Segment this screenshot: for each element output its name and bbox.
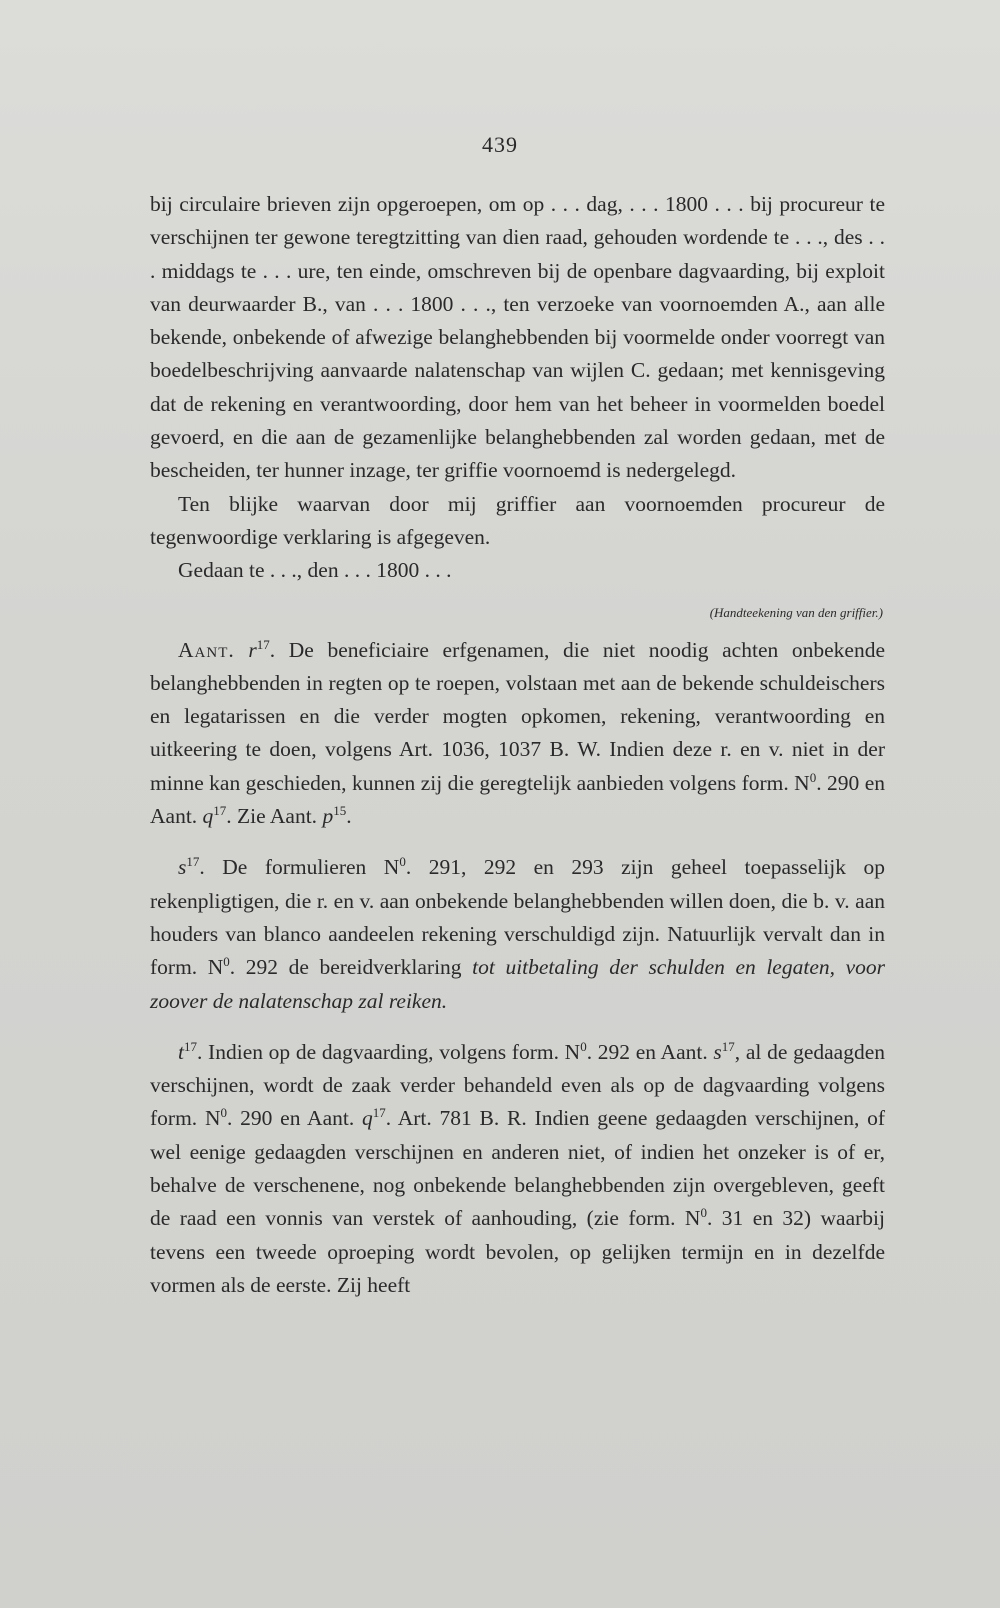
note-text: . 292 en Aant. bbox=[586, 1039, 714, 1064]
signature-line: (Handteekening van den griffier.) bbox=[709, 604, 883, 620]
note-marker-sup: 17 bbox=[183, 1038, 197, 1054]
note-text: . 31 en 32) waarbij tevens een tweede oproeping wordt bevolen, op gelijken termijn en in dezelfde vormen als de eerste. Zij heeft bbox=[150, 1206, 885, 1297]
note-text: . bbox=[346, 804, 352, 829]
note-text: . 290 en Aant. bbox=[150, 770, 886, 829]
page-number: 439 bbox=[482, 132, 518, 157]
note-label: Aant. bbox=[178, 637, 235, 662]
number-sup: 0 bbox=[580, 1038, 587, 1054]
note-text: . Art. 781 B. R. Indien geene gedaagden verschijnen, of wel eenige gedaagden verschijnen en anderen niet, of indien het onzeker is of er, behalve de verschenene, nog onbekende belanghebbenden zijn overgebleven, geeft de raad een vonnis van verstek of aanhouding, (zie form. N bbox=[150, 1106, 886, 1231]
note-t17 bbox=[150, 1036, 885, 1302]
paragraph-certificate-body: bij circulaire brieven zijn opgeroepen, om op . . . dag, . . . 1800 . . . bij procureur te verschijnen ter gewone teregtzitting van dien raad, gehouden wordende te . . ., des . . . middags te . . . ure, ten einde, omschreven bij de openbare dagvaarding, bij exploit van deurwaarder B., van . . . 1800 . . ., ten verzoeke van voornoemden A., aan alle bekende, onbekende of afwezige belanghebbenden bij voormelde onder voorregt van boedelbeschrijving aanvaarde nalatenschap van wijlen C. gedaan; met kennisgeving dat de rekening en verantwoording, door hem van het beheer in voormelden boedel gevoerd, en die aan de gezamenlijke belanghebbenden zal worden gedaan, met de bescheiden, ter hunner inzage, ter griffie voornoemd is nedergelegd. bbox=[150, 192, 885, 483]
number-sup: 0 bbox=[399, 854, 406, 870]
note-marker-sup: 17 bbox=[256, 636, 270, 652]
note-italic-text: tot uitbetaling der schulden en legaten, voor zoover de nalatenschap zal reiken. bbox=[150, 955, 885, 1013]
note-ref: s bbox=[713, 1039, 722, 1064]
note-ref: p bbox=[322, 804, 334, 829]
note-text: . Indien op de dagvaarding, volgens form. N bbox=[196, 1039, 581, 1064]
note-marker: r bbox=[248, 637, 257, 662]
note-ref-sup: 17 bbox=[213, 802, 227, 818]
note-ref: q bbox=[202, 804, 214, 829]
note-r17 bbox=[150, 634, 885, 834]
number-sup: 0 bbox=[223, 954, 230, 970]
note-text: . De formulieren N bbox=[199, 855, 400, 880]
number-sup: 0 bbox=[700, 1205, 707, 1221]
note-s17 bbox=[150, 851, 885, 1017]
note-marker: s bbox=[178, 855, 187, 880]
body-text bbox=[150, 188, 885, 1302]
number-sup: 0 bbox=[809, 769, 817, 785]
note-ref-sup: 17 bbox=[372, 1105, 386, 1121]
paragraph-attestation: Ten blijke waarvan door mij griffier aan voornoemden procureur de tegenwoordige verklaring is afgegeven. bbox=[150, 491, 885, 549]
number-sup: 0 bbox=[220, 1105, 227, 1121]
note-text: . Zie Aant. bbox=[226, 804, 323, 829]
note-text: . De beneficiaire erfgenamen, die niet noodig achten onbekende belanghebbenden in regten op te roepen, volstaan met aan de bekende schuldeischers en legatarissen en die verder mogten opkomen, rekening, verantwoording en uitkeering te doen, volgens Art. 1036, 1037 B. W. Indien deze r. en v. niet in der minne kan geschieden, kunnen zij die geregtelijk aanbieden volgens form. N bbox=[150, 637, 886, 795]
note-ref-sup: 15 bbox=[333, 802, 347, 818]
note-text: . 292 de bereidverklaring bbox=[229, 955, 473, 980]
note-text: . 290 en Aant. bbox=[226, 1106, 362, 1131]
note-ref-sup: 17 bbox=[721, 1038, 735, 1054]
paragraph-done-at: Gedaan te . . ., den . . . 1800 . . . bbox=[178, 558, 452, 583]
note-marker-sup: 17 bbox=[186, 854, 200, 870]
note-text: . 291, 292 en 293 zijn geheel toepasselijk op rekenpligtigen, die r. en v. aan onbekende belanghebbenden willen doen, die b. v. aan houders van blanco aandeelen rekening verschuldigd zijn. Natuurlijk vervalt dan in form. N bbox=[150, 855, 885, 980]
note-marker: t bbox=[178, 1039, 184, 1064]
note-text: , al de gedaagden verschijnen, wordt de zaak verder behandeld even als op de dagvaarding volgens form. N bbox=[150, 1039, 885, 1131]
note-ref: q bbox=[362, 1106, 373, 1131]
